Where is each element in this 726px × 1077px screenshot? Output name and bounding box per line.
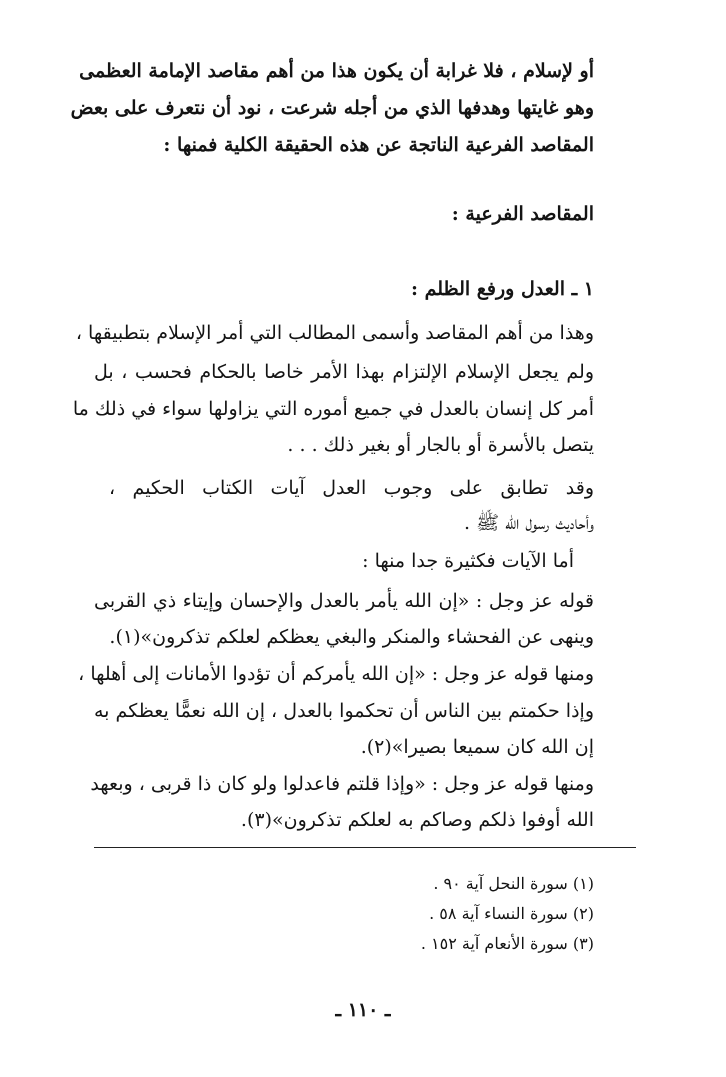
section-heading: المقاصد الفرعية : bbox=[451, 203, 594, 225]
verse3-line-2: الله أوفوا ذلكم وصاكم به لعلكم تذكرون»(٣). bbox=[240, 809, 594, 831]
footnote-separator bbox=[94, 847, 636, 848]
verse2-line-2: وإذا حكمتم بين الناس أن تحكموا بالعدل ، إن الله نعمًّا يعظكم به bbox=[94, 700, 594, 722]
para1-line-1: وهذا من أهم المقاصد وأسمى المطالب التي أمر الإسلام بتطبيقها ، bbox=[75, 322, 594, 344]
para2-line-2: وأحاديث رسول الله ﷺ . bbox=[464, 512, 594, 534]
verse2-line-1: ومنها قوله عز وجل : «إن الله يأمركم أن تؤدوا الأمانات إلى أهلها ، bbox=[78, 663, 594, 685]
para2-line-1: وقد تطابق على وجوب العدل آيات الكتاب الحكيم ، bbox=[109, 477, 594, 499]
intro-line-3: المقاصد الفرعية الناتجة عن هذه الحقيقة الكلية فمنها : bbox=[163, 134, 594, 156]
intro-line-2: وهو غايتها وهدفها الذي من أجله شرعت ، نود أن نتعرف على بعض bbox=[70, 97, 594, 119]
para3-line: أما الآيات فكثيرة جدا منها : bbox=[362, 550, 574, 572]
para1-line-2: ولم يجعل الإسلام الإلتزام بهذا الأمر خاصا بالحكام فحسب ، بل bbox=[94, 361, 594, 383]
intro-line-1: أو لإسلام ، فلا غرابة أن يكون هذا من أهم مقاصد الإمامة العظمى bbox=[79, 60, 594, 82]
page-number: ـ ١١٠ ـ bbox=[335, 999, 391, 1021]
footnote-2: (٢) سورة النساء آية ٥٨ . bbox=[429, 904, 594, 923]
verse1-line-1: قوله عز وجل : «إن الله يأمر بالعدل والإحسان وإيتاء ذي القربى bbox=[94, 590, 594, 612]
verse2-line-3: إن الله كان سميعا بصيرا»(٢). bbox=[360, 736, 594, 758]
para1-line-4: يتصل بالأسرة أو بالجار أو بغير ذلك . . . bbox=[287, 434, 594, 456]
subheading-justice: ١ ـ العدل ورفع الظلم : bbox=[410, 278, 594, 300]
verse3-line-1: ومنها قوله عز وجل : «وإذا قلتم فاعدلوا ولو كان ذا قربى ، وبعهد bbox=[90, 773, 594, 795]
footnote-1: (١) سورة النحل آية ٩٠ . bbox=[433, 874, 594, 893]
verse1-line-2: وينهى عن الفحشاء والمنكر والبغي يعظكم لعلكم تذكرون»(١). bbox=[109, 626, 594, 648]
para1-line-3: أمر كل إنسان بالعدل في جميع أموره التي يزاولها سواء في ذلك ما bbox=[72, 398, 594, 420]
footnote-3: (٣) سورة الأنعام آية ١٥٢ . bbox=[420, 934, 594, 953]
